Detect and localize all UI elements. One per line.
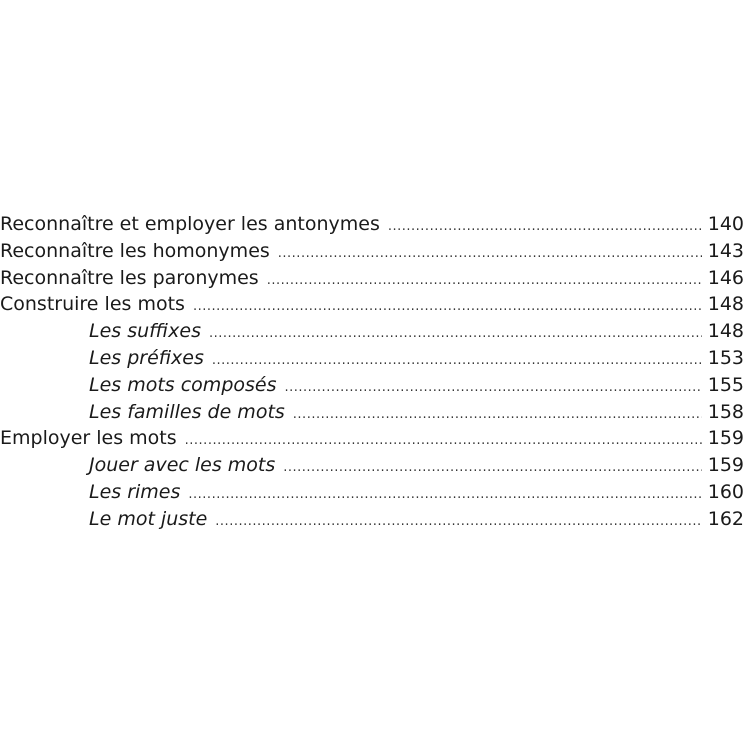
toc-dot-leader	[278, 241, 702, 268]
toc-subentry	[0, 479, 744, 506]
toc-dot-leader	[388, 214, 702, 241]
toc-page-number: 159	[707, 454, 744, 477]
toc-entry-title: Reconnaître les homonymes	[0, 239, 270, 262]
table-of-contents	[0, 211, 744, 533]
toc-dot-leader	[293, 402, 702, 429]
toc-subentry-title: Les préfixes	[89, 346, 204, 369]
toc-dot-leader	[188, 482, 701, 509]
toc-page-number: 162	[707, 507, 744, 530]
toc-subentry-title: Les familles de mots	[89, 400, 285, 423]
toc-page-number: 155	[707, 373, 744, 396]
toc-dot-leader	[285, 375, 702, 402]
toc-entry	[0, 238, 744, 265]
toc-subentry-title: Les suffixes	[89, 320, 201, 343]
toc-dot-leader	[283, 455, 701, 482]
toc-entry	[0, 425, 744, 452]
toc-dot-leader	[215, 509, 701, 536]
toc-entry	[0, 265, 744, 292]
toc-page-number: 148	[707, 293, 744, 316]
toc-subentry	[0, 318, 744, 345]
toc-subentry	[0, 345, 744, 372]
toc-subentry	[0, 399, 744, 426]
toc-entry-title: Construire les mots	[0, 293, 185, 316]
toc-page-number: 140	[707, 213, 744, 235]
toc-page-number: 160	[707, 480, 744, 503]
toc-page-number: 148	[707, 320, 744, 343]
toc-page-number: 153	[707, 346, 744, 369]
toc-subentry	[0, 452, 744, 479]
toc-subentry-title: Les mots composés	[89, 373, 277, 396]
toc-page-number: 146	[707, 266, 744, 289]
toc-page-number: 143	[707, 239, 744, 262]
toc-entry-title: Reconnaître et employer les antonymes	[0, 213, 380, 235]
toc-dot-leader	[212, 348, 702, 375]
toc-subentry-title: Jouer avec les mots	[89, 454, 276, 477]
toc-subentry	[0, 372, 744, 399]
toc-page-number: 158	[707, 400, 744, 423]
toc-entry	[0, 291, 744, 318]
toc-dot-leader	[193, 294, 702, 321]
toc-page-number: 159	[707, 427, 744, 450]
toc-entry-title: Employer les mots	[0, 427, 177, 450]
toc-entry	[0, 211, 744, 238]
toc-subentry-title: Les rimes	[89, 480, 181, 503]
toc-subentry-title: Le mot juste	[89, 507, 208, 530]
toc-dot-leader	[185, 428, 702, 455]
toc-subentry	[0, 506, 744, 533]
toc-entry-title: Reconnaître les paronymes	[0, 266, 259, 289]
toc-dot-leader	[267, 268, 702, 295]
toc-dot-leader	[209, 321, 702, 348]
